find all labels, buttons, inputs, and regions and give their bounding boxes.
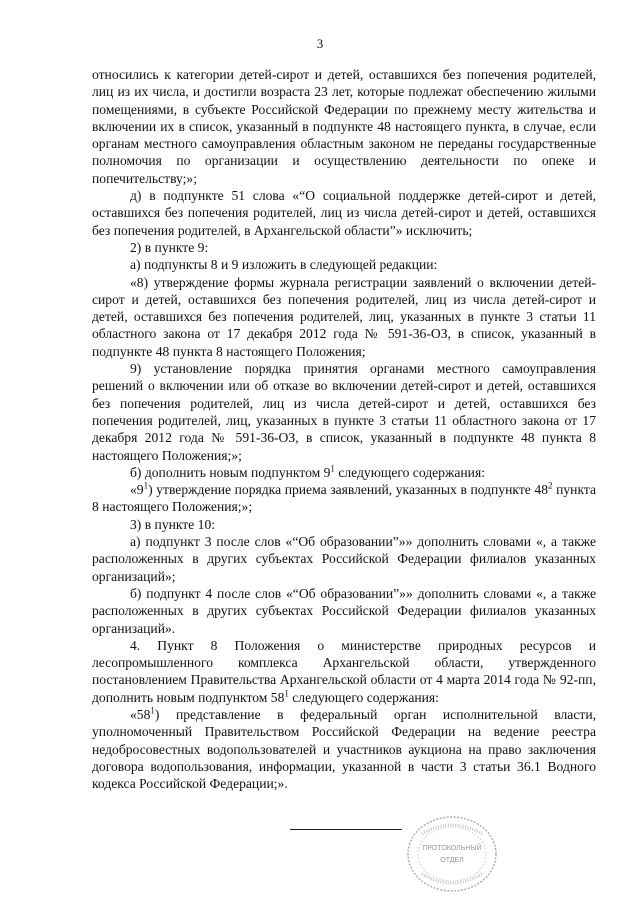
paragraph: относились к категории детей-сирот и детей, оставшихся без попечения родителей, лиц из их числа, и достигли возраста 23 лет, которые подлежат обеспечению жилыми помещениями, в субъекте Российской Федерации по прежнему месту жительства и включении их в список, указанный в подпункте 48 настоящего пункта, в случае, если органам местного самоуправления областным законом не переданы государственные полномочия по организации и осуществлению деятельности по опеке и попечительству;»;: [92, 67, 596, 186]
paragraph: б) дополнить новым подпунктом $9^1$ следующего содержания:: [130, 463, 485, 480]
paragraph: «$9^1$) утверждение порядка приема заявлений, указанных в подпункте $48^2$ пункта 8 настоящего Положения;»;: [92, 480, 597, 515]
paragraph: д) в подпункте 51 слова «“О социальной поддержке детей-сирот и детей, оставшихся без попечения родителей, лиц из числа детей-сирот и детей, оставшихся без попечения родителей, в Архангельской области”» исключить;: [92, 188, 596, 238]
paragraph: «8) утверждение формы журнала регистрации заявлений о включении детей-сирот и детей, оставшихся без попечения родителей, лиц из числа детей-сирот и детей, оставшихся без попечения родителей, лиц, указанных в пункте 3 статьи 11 областного закона от 17 декабря 2012 года № 591-36-ОЗ, в список, указанный в подпункте 48 пункта 8 настоящего Положения;: [92, 274, 596, 359]
end-separator-line: [290, 829, 402, 830]
seal-stamp: [404, 814, 500, 894]
paragraph: «$58^1$) представление в федеральный орган исполнительной власти, уполномоченный Правительством Российской Федерации на ведение реестра недобросовестных водопользователей и участников аукциона на право заключения договора водопользования, информации, указанной в части 3 статьи 36.1 Водного кодекса Российской Федерации;».: [92, 705, 596, 792]
paragraph: а) подпункт 3 после слов «“Об образовании”»» дополнить словами «, а также расположенных в других субъектах Российской Федерации филиалов указанных организаций»;: [92, 534, 596, 584]
svg-text:ПРОТОКОЛЬНЫЙ: ПРОТОКОЛЬНЫЙ: [422, 845, 482, 852]
paragraph: 4. Пункт 8 Положения о министерстве природных ресурсов и лесопромышленного комплекса Архангельской области, утвержденного постановлением Правительства Архангельской области от 4 марта 2014 года № 92-пп, дополнить новым подпунктом $58^1$ следующего содержания:: [92, 637, 596, 705]
page-number: 3: [316, 36, 324, 51]
paragraph: б) подпункт 4 после слов «“Об образовании”»» дополнить словами «, а также расположенных в других субъектах Российской Федерации филиалов указанных организаций».: [92, 585, 596, 636]
paragraph: 3) в пункте 10:: [130, 516, 216, 532]
paragraph: 9) установление порядка принятия органами местного самоуправления решений о включении или об отказе во включении детей-сирот и детей, оставшихся без попечения родителей, лиц из числа детей-сирот и детей, оставшихся без попечения родителей, лиц, указанных в пункте 3 статьи 11 областного закона от 17 декабря 2012 года № 591-36-ОЗ, в список, указанный в подпункте 48 пункта 8 настоящего Положения;»;: [92, 361, 596, 463]
svg-text:ОТДЕЛ: ОТДЕЛ: [440, 857, 464, 864]
paragraph: а) подпункты 8 и 9 изложить в следующей редакции:: [130, 257, 438, 273]
document-body: [92, 66, 596, 792]
paragraph: 2) в пункте 9:: [130, 239, 209, 255]
